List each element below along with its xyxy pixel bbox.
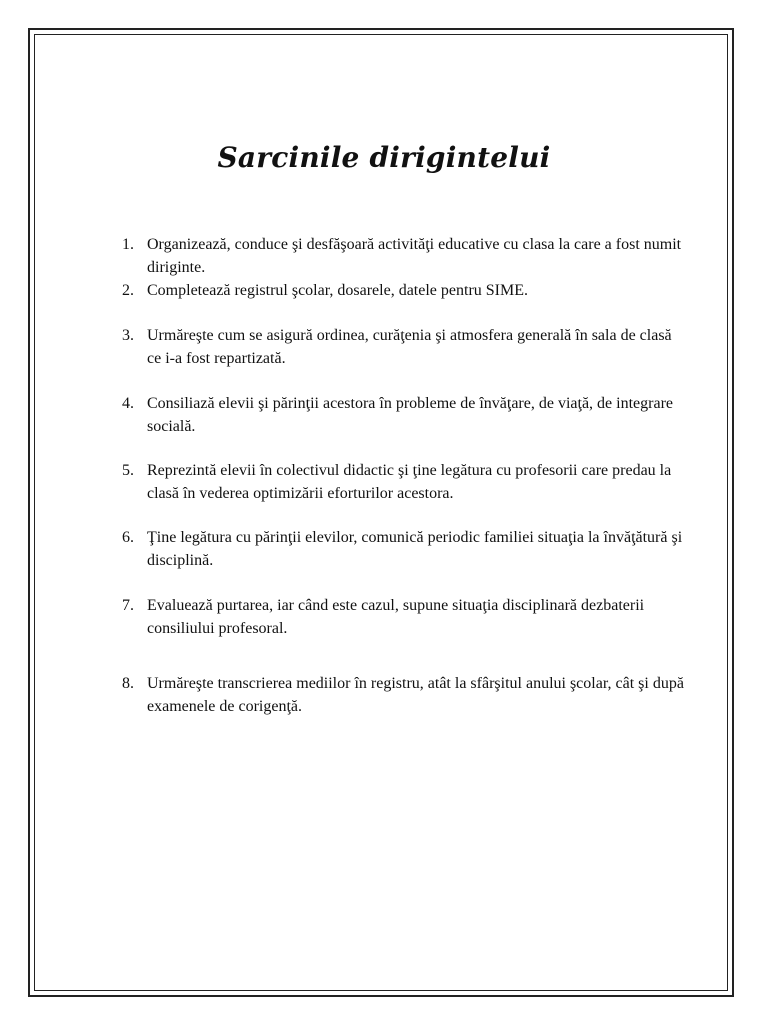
document-title: Sarcinile dirigintelui <box>217 141 551 174</box>
task-item <box>118 234 688 279</box>
task-text: Completează registrul şcolar, dosarele, datele pentru SIME. <box>147 282 528 299</box>
task-text: Urmăreşte transcrierea mediilor în registru, atât la sfârşitul anului şcolar, cât şi după examenele de corigenţă. <box>147 675 684 715</box>
task-number: 3. <box>122 327 134 344</box>
task-item <box>118 393 688 438</box>
task-text: Urmăreşte cum se asigură ordinea, curăţenia şi atmosfera generală în sala de clasă ce i-a fost repartizată. <box>147 327 672 367</box>
task-item <box>118 460 688 505</box>
task-text: Organizează, conduce şi desfăşoară activităţi educative cu clasa la care a fost numit diriginte. <box>147 236 682 276</box>
task-item <box>118 595 688 640</box>
task-text: Evaluează purtarea, iar când este cazul, supune situaţia disciplinară dezbaterii consiliului profesoral. <box>147 597 645 637</box>
task-number: 2. <box>122 282 134 299</box>
task-number: 5. <box>122 462 134 479</box>
task-item <box>118 527 688 572</box>
task-item <box>118 673 688 718</box>
task-number: 4. <box>122 395 134 412</box>
page-border-inner <box>34 34 728 991</box>
task-text: Ţine legătura cu părinţii elevilor, comunică periodic familiei situaţia la învăţătură şi disciplină. <box>147 529 683 569</box>
task-item <box>118 325 688 370</box>
task-text: Reprezintă elevii în colectivul didactic şi ţine legătura cu profesorii care predau la clasă în vederea optimizării eforturilor acestora. <box>147 462 672 502</box>
task-number: 6. <box>122 529 134 546</box>
task-number: 8. <box>122 675 134 692</box>
task-number: 7. <box>122 597 134 614</box>
task-number: 1. <box>122 236 134 253</box>
task-text: Consiliază elevii şi părinţii acestora în probleme de învăţare, de viaţă, de integrare socială. <box>147 395 674 435</box>
task-item <box>118 280 688 303</box>
